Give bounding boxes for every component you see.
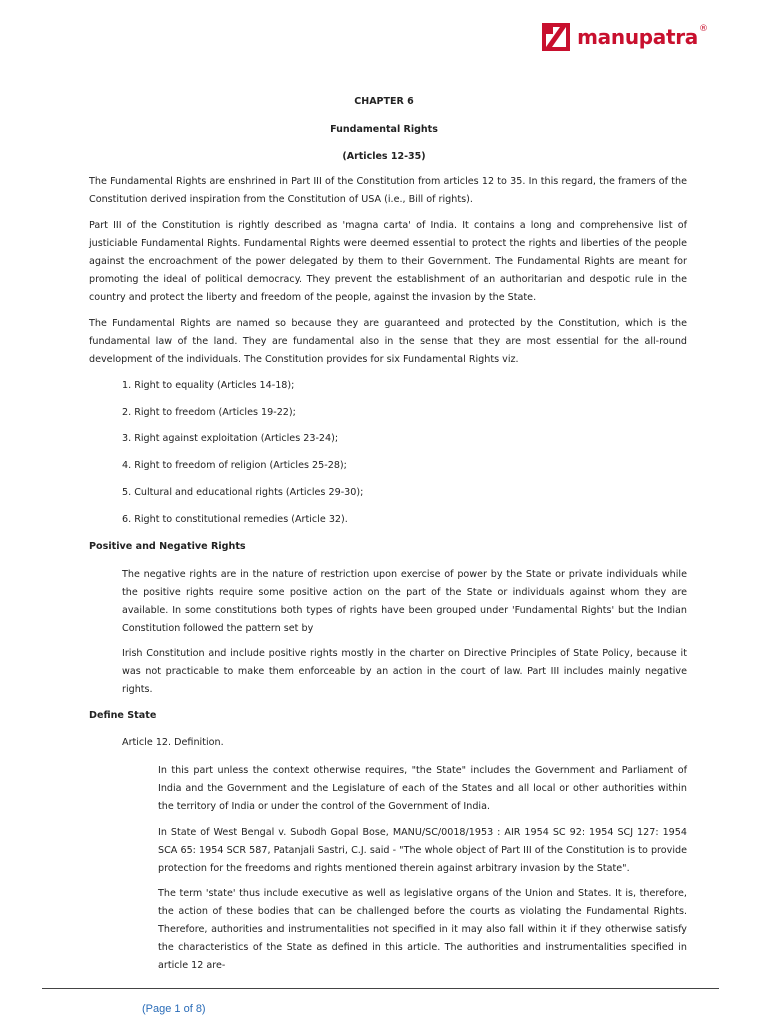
list-item: 1. Right to equality (Articles 14-18); — [122, 380, 295, 391]
magna-carta-paragraph: Part III of the Constitution is rightly described as 'magna carta' of India. It contains a long and comprehensive list of justiciable Fundamental Rights. Fundamental Rights were deemed essential to protect the rights and liberties of the people against the encroachment of the power delegated by them to their Government. The Fundamental Rights are meant for promoting the ideal of political democracy. They prevent the establishment of an authoritarian and despotic rule in the country and protect the liberty and freedom of the people, against the invasion by the State. — [89, 220, 687, 303]
intro-paragraph: The Fundamental Rights are enshrined in Part III of the Constitution from articles 12 to 35. In this regard, the framers of the Constitution derived inspiration from the Constitution of USA (i.e., Bill of rights). — [89, 176, 687, 205]
brand-name: manupatra — [577, 25, 698, 49]
irish-constitution-paragraph: Irish Constitution and include positive rights mostly in the charter on Directive Principles of State Policy, because it was not practicable to make them enforceable by an action in the court of law. Part III includes mainly negative rights. — [122, 648, 687, 695]
section-heading-positive-negative: Positive and Negative Rights — [89, 541, 246, 552]
footer-divider — [42, 988, 719, 989]
list-item: 6. Right to constitutional remedies (Article 32). — [122, 514, 348, 525]
list-item: 5. Cultural and educational rights (Articles 29-30); — [122, 487, 364, 498]
manupatra-logo-icon — [541, 22, 571, 52]
section-heading-define-state: Define State — [89, 710, 157, 721]
negative-rights-paragraph: The negative rights are in the nature of restriction upon exercise of power by the State or private individuals while the positive rights require some positive action on the part of the State or individuals against whom they are available. In some constitutions both types of rights have been grouped under 'Fundamental Rights' but the Indian Constitution followed the pattern set by — [122, 569, 687, 634]
list-item: 3. Right against exploitation (Articles 23-24); — [122, 433, 339, 444]
chapter-title: Fundamental Rights — [330, 124, 438, 135]
definition-paragraph: In this part unless the context otherwise requires, "the State" includes the Government and Parliament of India and the Government and the Legislature of each of the States and all local or other authorities within the territory of India or under the control of the Government of India. — [158, 765, 687, 812]
articles-range: (Articles 12-35) — [342, 151, 426, 162]
chapter-label: CHAPTER 6 — [354, 96, 414, 107]
list-item: 2. Right to freedom (Articles 19-22); — [122, 407, 296, 418]
article-12-label: Article 12. Definition. — [122, 737, 224, 748]
state-term-paragraph: The term 'state' thus include executive as well as legislative organs of the Union and States. It is, therefore, the action of these bodies that can be challenged before the courts as violating the Fundamental Rights. Therefore, authorities and instrumentalities not specified in it may also fall within it if they otherwise satisfy the characteristics of the State as defined in this article. The authorities and instrumentalities specified in article 12 are- — [158, 888, 687, 971]
case-law-paragraph: In State of West Bengal v. Subodh Gopal Bose, MANU/SC/0018/1953 : AIR 1954 SC 92: 1954 SCJ 127: 1954 SCA 65: 1954 SCR 587, Patanjali Sastri, C.J. said - "The whole object of Part III of the Constitution is to provide protection for the freedoms and rights mentioned therein against arbitrary invasion by the State". — [158, 827, 687, 874]
list-item: 4. Right to freedom of religion (Articles 25-28); — [122, 460, 347, 471]
registered-mark: ® — [699, 24, 708, 34]
page-number: (Page 1 of 8) — [142, 1003, 206, 1015]
manupatra-logo — [541, 22, 708, 52]
six-rights-paragraph: The Fundamental Rights are named so because they are guaranteed and protected by the Constitution, which is the fundamental law of the land. They are fundamental also in the sense that they are most essential for the all-round development of the individuals. The Constitution provides for six Fundamental Rights viz. — [89, 318, 687, 365]
